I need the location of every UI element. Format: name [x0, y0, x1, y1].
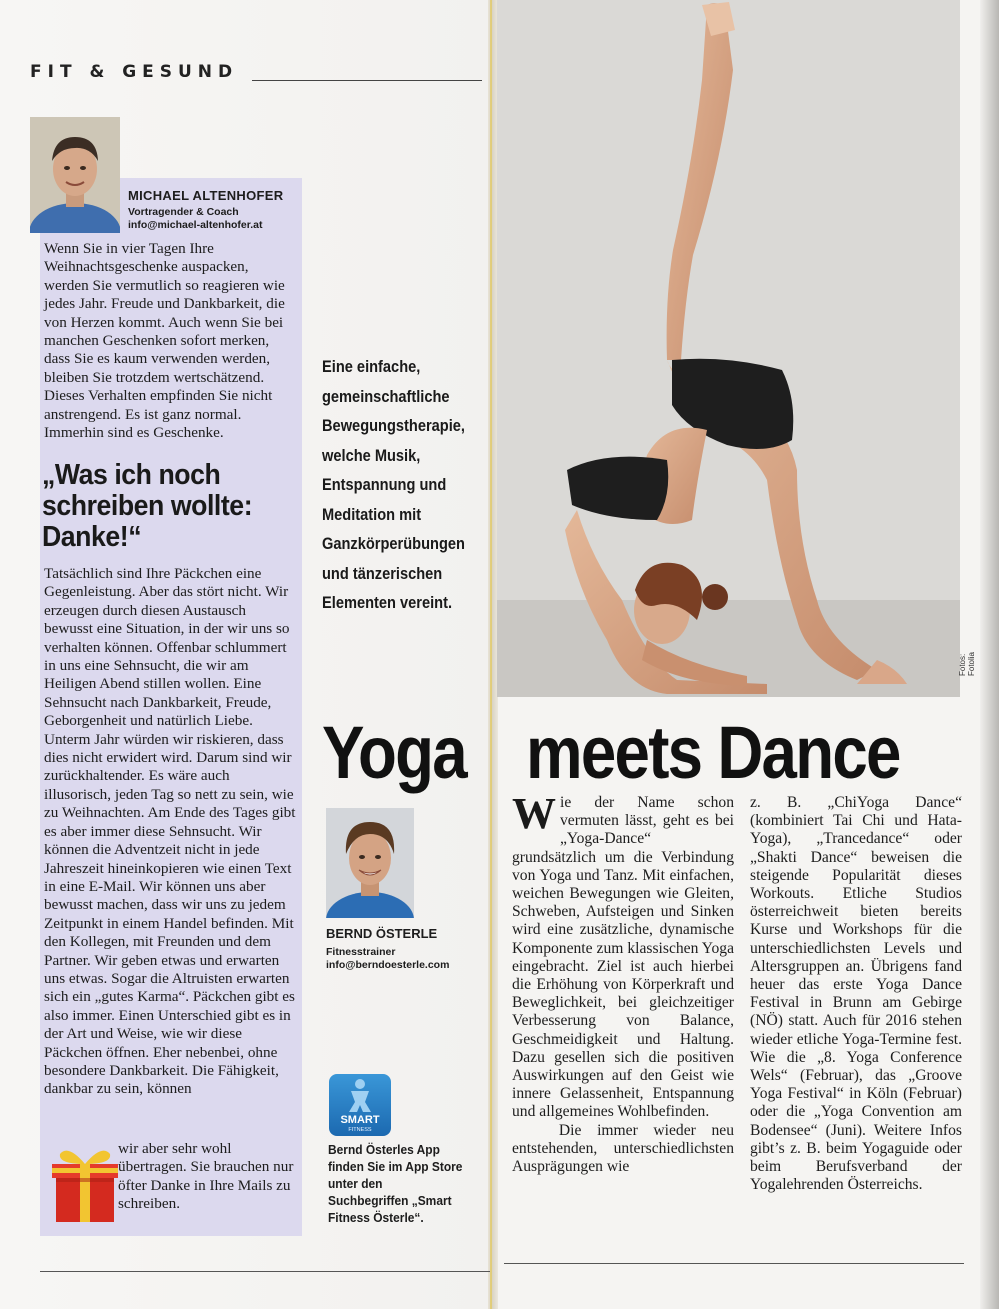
app-icon-label: SMART [340, 1114, 380, 1126]
page-edge [980, 0, 999, 1309]
pull-quote: Eine einfache, gemeinschaftliche Bewegungstherapie, welche Musik, Entspannung und Meditation mit Ganzkörperübungen und tänzerischen Elementen vereint. [322, 357, 465, 612]
app-info-text: Bernd Österles App finden Sie im App Store unter den Suchbegriffen „Smart Fitness Österle“. [328, 1142, 463, 1225]
smart-fitness-app-icon [329, 1074, 391, 1136]
headline-part-1: Yoga [322, 711, 466, 794]
drop-cap: W [512, 789, 556, 838]
bottom-rule-left [40, 1271, 490, 1272]
author-title: Vortragender & Coach [128, 206, 239, 218]
column-ending: wir aber sehr wohl übertragen. Sie brauchen nur öfter Danke in Ihre Mails zu schreiben. [118, 1140, 294, 1213]
article-column-1 [512, 789, 734, 1176]
expert-photo [326, 808, 414, 918]
photo-credit: Fotos: Fotolia [958, 651, 976, 676]
gift-icon [50, 1142, 120, 1229]
expert-name: BERND ÖSTERLE [326, 926, 438, 941]
section-header: FIT & GESUND [30, 62, 239, 82]
expert-email: info@berndoesterle.com [326, 959, 450, 971]
column-intro: Wenn Sie in vier Tagen Ihre Weihnachtsgeschenke auspacken, werden Sie vermutlich so reagieren wie jedes Jahr. Freude und Dankbarkeit, die von Herzen kommt. Auch wenn Sie bei manchen Geschenken sofort merken, dass Sie es kaum verwenden werden, bleiben Sie trotzdem wertschätzend. Dieses Verhalten empfinden Sie nicht anstrengend. Es ist ganz normal. Immerhin sind es Geschenke. [44, 240, 285, 442]
column-body: Tatsächlich sind Ihre Päckchen eine Gegenleistung. Aber das stört nicht. Wir erzeugen durch diesen Austausch bewusst eine Situation, in der wir uns so verhalten können. Offenbar schlummert in uns eine Sehnsucht, die wir am Heiligen Abend stillen wollen. Eine Sehnsucht nach Dankbarkeit, Freude, Geborgenheit und natürlich Liebe. Unterm Jahr würden wir riskieren, dass dies nicht erwidert wird. Darum sind wir zurückhaltender. Es wäre auch illusorisch, jeden Tag so nett zu sein, wie zu Weihnachten. Am Ende des Tages gibt es aber immer diese Sehnsucht. Wir können die Adventzeit nicht in jede Jahreszeit hineinkopieren wie einen Text in eine E-Mail. Wir können uns aber bewusst machen, dass wir uns zu jedem Zeitpunkt in einem Handel befinden. Mit den Kollegen, mit Freunden und dem Partner. Wir geben etwas und erwarten uns etwas. Sogar die Altruisten erwarten sich ein „gutes Karma“. Päckchen gibt es also immer. Einen Unterschied gibt es in der Art und Weise, wie wir diese Päckchen öffnen. Eher nebenbei, ohne besondere Dankbarkeit. Die Fähigkeit, dankbar zu sein, können [44, 565, 296, 1098]
section-rule [252, 80, 482, 81]
article-column-1-tail: Die immer wieder neu entstehenden, unterschiedlichsten Ausprägungen wie [512, 1121, 734, 1176]
column-headline: „Was ich noch schreiben wollte: Danke!“ [42, 459, 253, 553]
gutter-line [490, 0, 492, 1309]
article-column-1-text: ie der Name schon vermuten lässt, geht es bei „Yoga-Dance“ grundsätzlich um die Verbindung von Yoga und Tanz. Mit einfachen, weichen Bewegungen wie Gleiten, Schweben, Aufsteigen und Sinken wird eine zusätzliche, dynamische Komponente zum klassischen Yoga eingebracht. Ziel ist auch hierbei die Erhöhung von Körperkraft und Beweglichkeit, bei gleichzeitiger Verbesserung von Balance, Geschmeidigkeit und Haltung. Dazu gesellen sich die positiven Auswirkungen auf den Geist wie innere Gelassenheit, Entspannung und allgemeines Wohlbefinden. [512, 794, 734, 1121]
expert-role [326, 946, 449, 972]
headline-part-2: meets Dance [526, 711, 900, 794]
expert-title: Fitnesstrainer [326, 946, 396, 958]
author-email: info@michael-altenhofer.at [128, 219, 263, 231]
author-name: MICHAEL ALTENHOFER [128, 188, 284, 203]
bottom-rule-right [504, 1263, 964, 1264]
yoga-photo [497, 0, 960, 697]
author-role [128, 206, 263, 232]
app-icon-sub: FITNESS [348, 1127, 372, 1133]
article-column-2: z. B. „ChiYoga Dance“ (kombiniert Tai Chi und Hata-Yoga), „Trancedance“ oder „Shakti Dance“ beweisen die steigende Popularität dieses Workouts. Etliche Studios österreichweit bieten bereits Kurse und Workshops für die unterschiedlichsten Levels und Altersgruppen an. Übrigens fand heuer das erste Yoga Dance Festival in Brunn am Gebirge (NÖ) statt. Auch für 2016 stehen wieder etliche Yoga-Termine fest. Wie die „8. Yoga Conference Wels“ (Februar), das „Groove Yoga Festival“ in Köln (Februar) oder die „Yoga Convention am Bodensee“ (Juni). Weitere Infos gibt’s z. B. beim Yogaguide oder beim Berufsverband der Yogalehrenden Österreichs. [750, 794, 962, 1194]
author-photo [30, 117, 120, 233]
